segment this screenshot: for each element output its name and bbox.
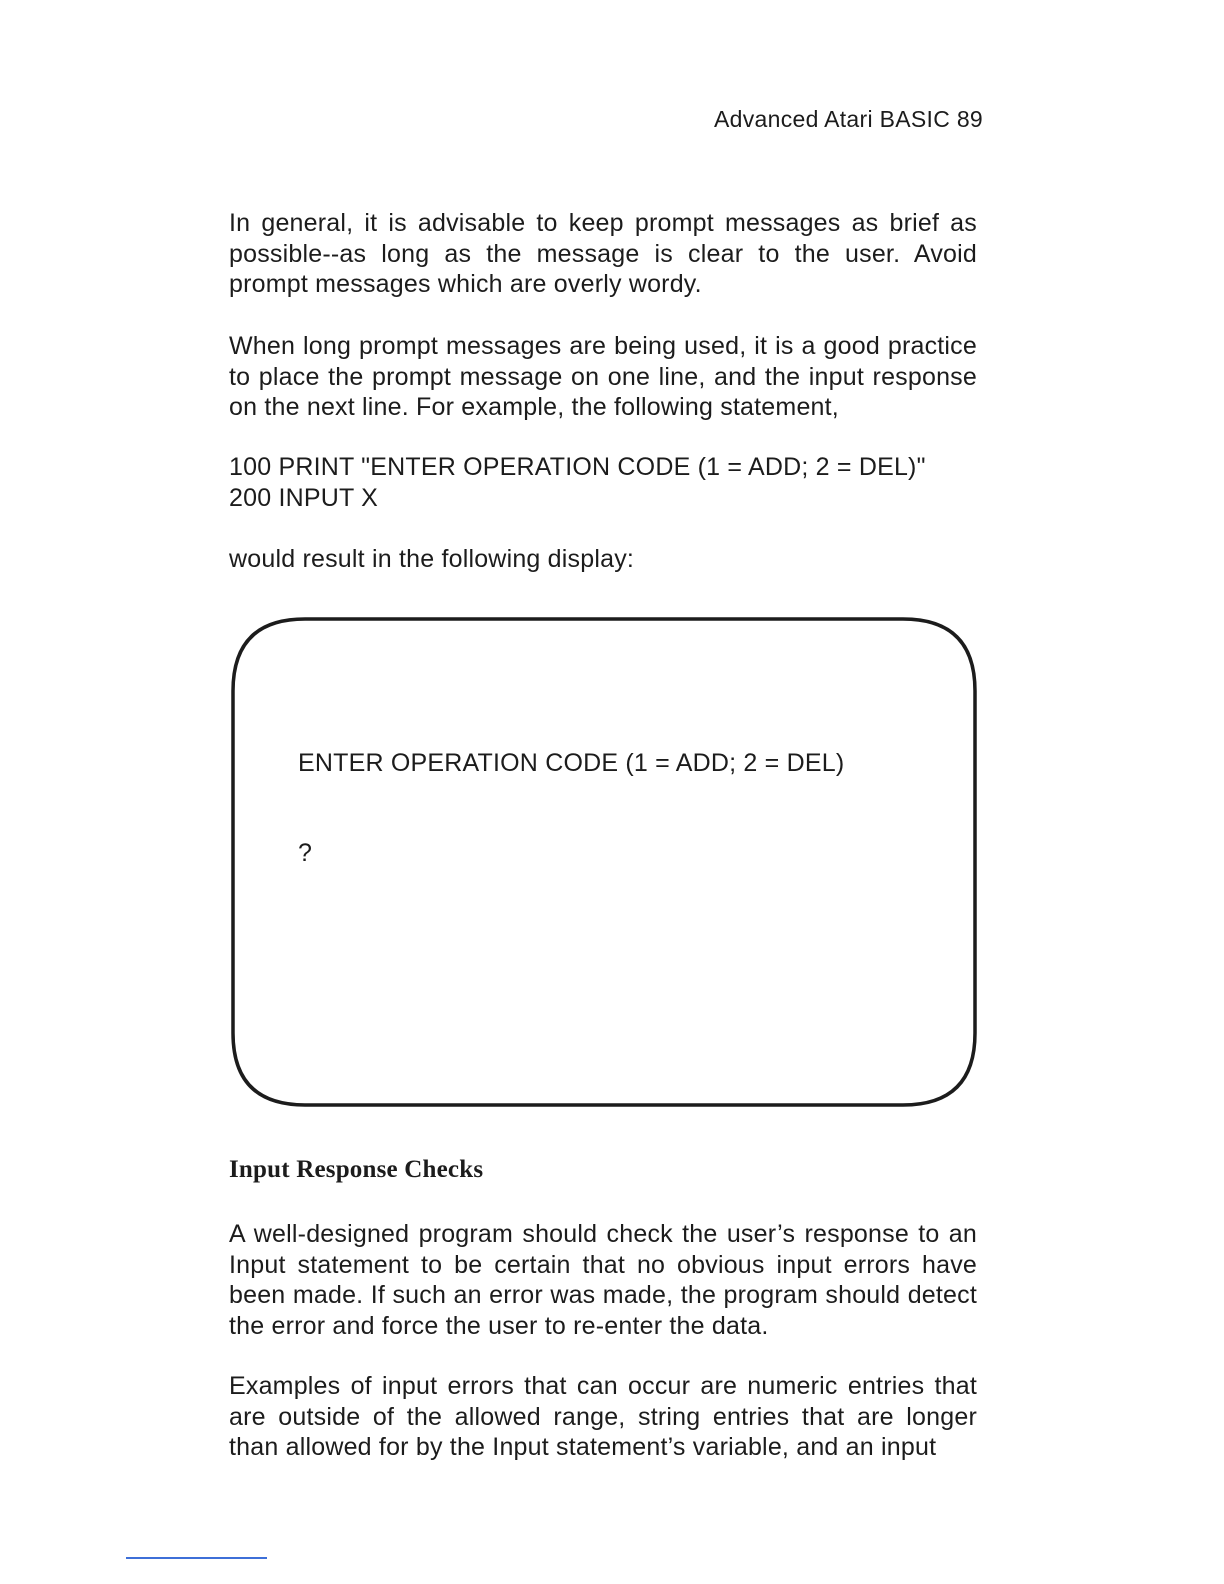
paragraph-input-checks: A well-designed program should check the user’s response to an Input statement to be certain that no obvious input errors have been made. If such an error was made, the program should detect the error and force the user to re-enter the data.	[229, 1220, 977, 1340]
screen-prompt-line: ENTER OPERATION CODE (1 = ADD; 2 = DEL)	[298, 749, 845, 777]
paragraph-1-block	[229, 208, 977, 300]
paragraph-display-intro: would result in the following display:	[229, 545, 635, 573]
screen-display-figure	[230, 616, 978, 1108]
running-head	[700, 106, 983, 133]
code-line-100: 100 PRINT "ENTER OPERATION CODE (1 = ADD; 2 = DEL)"	[229, 453, 926, 481]
running-title: Advanced Atari BASIC	[713, 106, 951, 132]
page-number: 89	[956, 106, 983, 132]
paragraph-2-block	[229, 331, 977, 423]
paragraph-prompt-brevity: In general, it is advisable to keep prompt messages as brief as possible--as long as the message is clear to the user. Avoid prompt messages which are overly wordy.	[229, 209, 977, 298]
code-line-200: 200 INPUT X	[229, 484, 379, 512]
screen-text	[298, 688, 844, 928]
paragraph-5-block	[229, 1371, 977, 1463]
paragraph-3-block	[229, 544, 977, 575]
screen-input-cursor: ?	[298, 839, 313, 867]
paragraph-long-prompts: When long prompt messages are being used, it is a good practice to place the prompt message on one line, and the input response on the next line. For example, the following statement,	[229, 332, 977, 421]
section-heading-block	[229, 1156, 977, 1184]
paragraph-4-block	[229, 1219, 977, 1341]
paragraph-input-error-examples: Examples of input errors that can occur are numeric entries that are outside of the allowed range, string entries that are longer than allowed for by the Input statement’s variable, and an input	[229, 1372, 977, 1461]
scan-artifact-line	[126, 1557, 267, 1559]
code-example	[229, 452, 977, 514]
section-heading: Input Response Checks	[229, 1156, 484, 1183]
